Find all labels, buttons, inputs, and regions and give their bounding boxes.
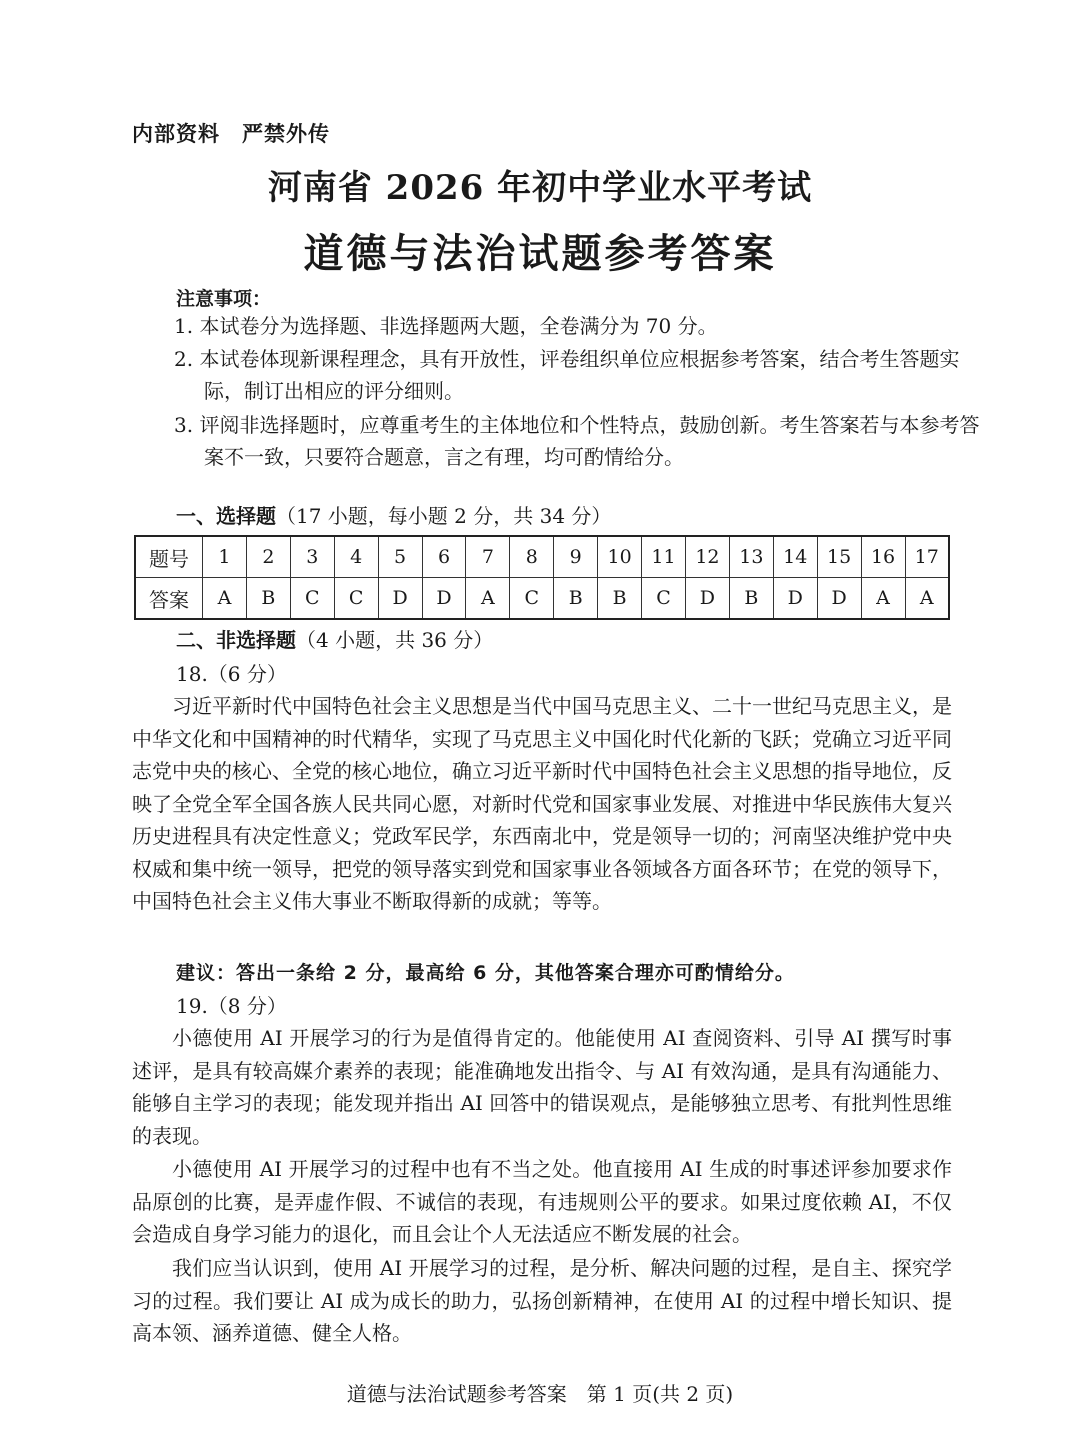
question-number: 14	[773, 536, 817, 578]
answer-cell: D	[773, 578, 817, 620]
question-number: 9	[554, 536, 598, 578]
question-number: 13	[729, 536, 773, 578]
question-number: 7	[466, 536, 510, 578]
question-number: 3	[290, 536, 334, 578]
section2-heading	[176, 624, 493, 653]
section2-note: （4 小题，共 36 分）	[296, 628, 494, 652]
notice-heading: 注意事项：	[176, 288, 272, 310]
answer-row	[135, 578, 949, 620]
answer-cell: C	[510, 578, 554, 620]
question-number: 11	[642, 536, 686, 578]
answer-cell: A	[861, 578, 905, 620]
answer-cell: C	[642, 578, 686, 620]
question-number: 15	[817, 536, 861, 578]
section1-note: （17 小题，每小题 2 分，共 34 分）	[276, 504, 612, 528]
question-number: 16	[861, 536, 905, 578]
row-label-question: 题号	[135, 536, 203, 578]
answer-table	[134, 535, 950, 620]
question-number: 12	[685, 536, 729, 578]
question-number: 5	[378, 536, 422, 578]
question-number: 10	[598, 536, 642, 578]
page-footer: 道德与法治试题参考答案 第 1 页(共 2 页)	[346, 1382, 734, 1406]
question-19-paragraph-1: 小德使用 AI 开展学习的行为是值得肯定的。他能使用 AI 查阅资料、引导 AI 撰写时事述评，是具有较高媒介素养的表现；能准确地发出指令、与 AI 有效沟通，是具有沟通能力、能够自主学习的表现；能发现并指出 AI 回答中的错误观点，是能够独立思考、有批判性思维的表现。	[132, 1026, 952, 1148]
row-label-answer: 答案	[135, 578, 203, 620]
question-19-paragraph-2: 小德使用 AI 开展学习的过程中也有不当之处。他直接用 AI 生成的时事述评参加要求作品原创的比赛，是弄虚作假、不诚信的表现，有违规则公平的要求。如果过度依赖 AI，不仅会造成自身学习能力的退化，而且会让个人无法适应不断发展的社会。	[132, 1157, 952, 1246]
answer-cell: B	[554, 578, 598, 620]
answer-cell: D	[378, 578, 422, 620]
question-number: 8	[510, 536, 554, 578]
section2-title: 二、非选择题	[176, 628, 296, 652]
answer-cell: A	[466, 578, 510, 620]
question-number-row	[135, 536, 949, 578]
notice-item-3: 3. 评阅非选择题时，应尊重考生的主体地位和个性特点，鼓励创新。考生答案若与本参考答案不一致，只要符合题意，言之有理，均可酌情给分。	[174, 413, 980, 469]
question-number: 17	[905, 536, 949, 578]
question-18-answer: 习近平新时代中国特色社会主义思想是当代中国马克思主义、二十一世纪马克思主义，是中华文化和中国精神的时代精华，实现了马克思主义中国化时代化新的飞跃；党确立习近平同志党中央的核心、全党的核心地位，确立习近平新时代中国特色社会主义思想的指导地位，反映了全党全军全国各族人民共同心愿，对新时代党和国家事业发展、对推进中华民族伟大复兴历史进程具有决定性意义；党政军民学，东西南北中，党是领导一切的；河南坚决维护党中央权威和集中统一领导，把党的领导落实到党和国家事业各领域各方面各环节；在党的领导下，中国特色社会主义伟大事业不断取得新的成就；等等。	[132, 694, 952, 913]
question-number: 4	[334, 536, 378, 578]
answer-cell: C	[334, 578, 378, 620]
answer-cell: D	[817, 578, 861, 620]
notice-item-2: 2. 本试卷体现新课程理念，具有开放性，评卷组织单位应根据参考答案，结合考生答题实际，制订出相应的评分细则。	[174, 347, 960, 403]
answer-cell: A	[905, 578, 949, 620]
answer-cell: B	[246, 578, 290, 620]
question-number: 6	[422, 536, 466, 578]
section1-title: 一、选择题	[176, 504, 276, 528]
question-number: 2	[246, 536, 290, 578]
exam-title: 河南省 2026 年初中学业水平考试	[267, 168, 813, 208]
answer-cell: C	[290, 578, 334, 620]
question-18-label: 18.（6 分）	[176, 662, 287, 686]
answer-cell: B	[598, 578, 642, 620]
question-19-label: 19.（8 分）	[176, 994, 287, 1018]
section1-heading	[176, 500, 611, 529]
document-title: 道德与法治试题参考答案	[303, 230, 777, 277]
answer-cell: D	[685, 578, 729, 620]
confidential-label: 内部资料 严禁外传	[132, 122, 330, 146]
question-18-suggestion: 建议：答出一条给 2 分，最高给 6 分，其他答案合理亦可酌情给分。	[176, 962, 795, 984]
notice-item-1: 1. 本试卷分为选择题、非选择题两大题，全卷满分为 70 分。	[174, 314, 718, 338]
question-19-paragraph-3: 我们应当认识到，使用 AI 开展学习的过程，是分析、解决问题的过程，是自主、探究学习的过程。我们要让 AI 成为成长的助力，弘扬创新精神，在使用 AI 的过程中增长知识、提高本领、涵养道德、健全人格。	[132, 1256, 952, 1345]
answer-cell: B	[729, 578, 773, 620]
answer-cell: A	[203, 578, 247, 620]
question-number: 1	[203, 536, 247, 578]
answer-cell: D	[422, 578, 466, 620]
